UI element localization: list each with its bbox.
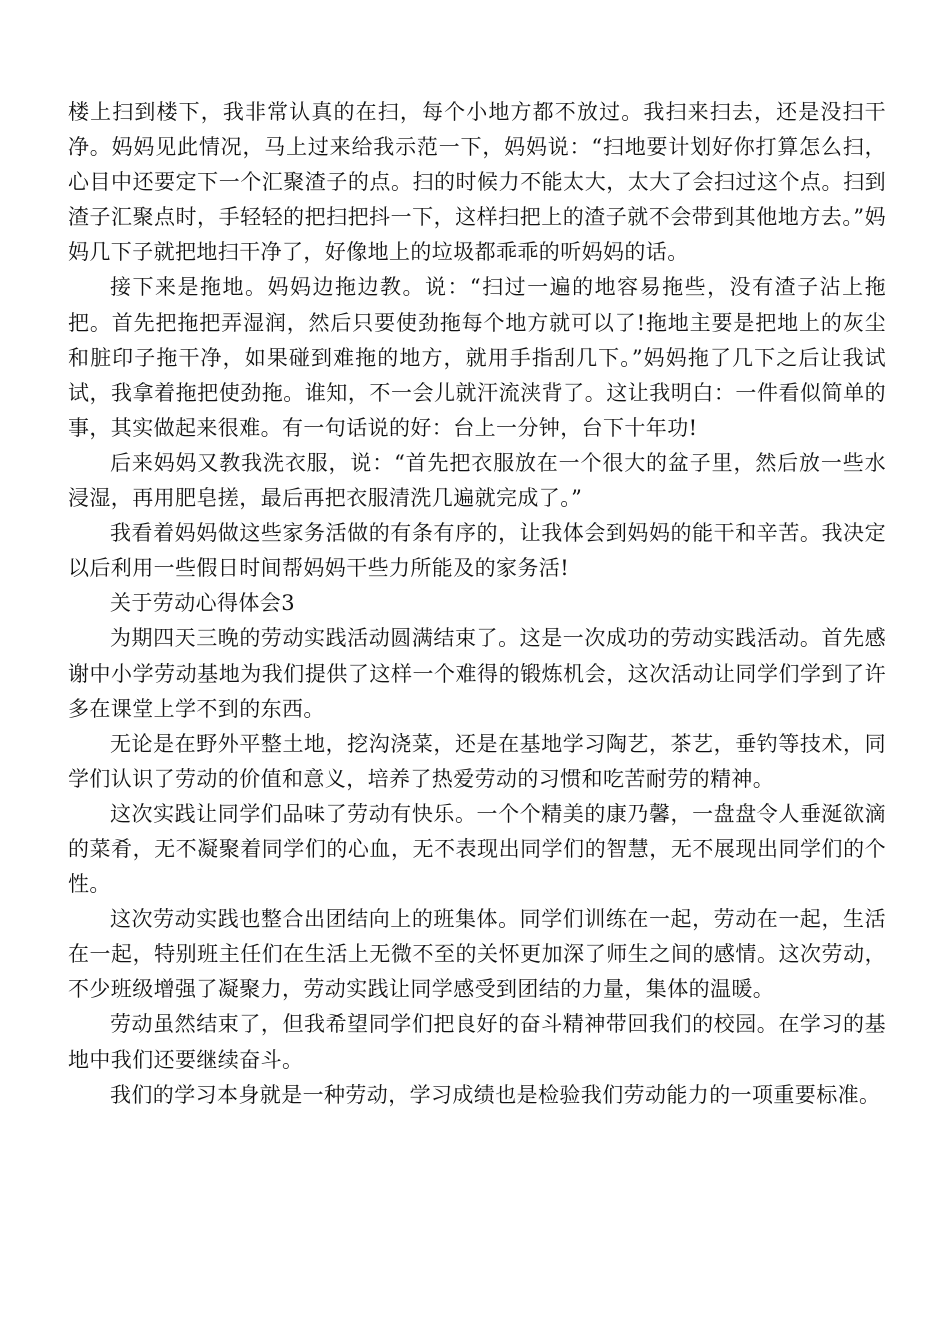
paragraph-laundry: 后来妈妈又教我洗衣服，说：“首先把衣服放在一个很大的盆子里，然后放一些水浸湿，再用肥皂搓，最后再把衣服清洗几遍就完成了。” [68, 450, 886, 511]
paragraph-activity-spirit: 劳动虽然结束了，但我希望同学们把良好的奋斗精神带回我们的校园。在学习的基地中我们还要继续奋斗。 [68, 1012, 886, 1072]
paragraph-conclusion: 我看着妈妈做这些家务活做的有条有序的，让我体会到妈妈的能干和辛苦。我决定以后利用一些假日时间帮妈妈干些力所能及的家务活! [68, 521, 886, 581]
paragraph-activity-unity: 这次劳动实践也整合出团结向上的班集体。同学们训练在一起，劳动在一起，生活在一起，特别班主任们在生活上无微不至的关怀更加深了师生之间的感情。这次劳动，不少班级增强了凝聚力，劳动实践让同学感受到团结的力量，集体的温暖。 [68, 907, 886, 1002]
paragraph-activity-summary: 为期四天三晚的劳动实践活动圆满结束了。这是一次成功的劳动实践活动。首先感谢中小学劳动基地为我们提供了这样一个难得的锻炼机会，这次活动让同学们学到了许多在课堂上学不到的东西。 [68, 626, 886, 721]
paragraph-activity-study: 我们的学习本身就是一种劳动，学习成绩也是检验我们劳动能力的一项重要标准。 [110, 1082, 881, 1107]
document-page [68, 95, 886, 1113]
paragraph-mopping: 接下来是拖地。妈妈边拖边教。说：“扫过一遍的地容易拖些，没有渣子沾上拖把。首先把拖把弄湿润，然后只要使劲拖每个地方就可以了!拖地主要是把地上的灰尘和脏印子拖干净，如果碰到难拖的地方，就用手指刮几下。”妈妈拖了几下之后让我试试，我拿着拖把使劲拖。谁知，不一会儿就汗流浃背了。这让我明白：一件看似简单的事，其实做起来很难。有一句话说的好：台上一分钟，台下十年功! [68, 275, 886, 440]
paragraph-continued-sweeping: 楼上扫到楼下，我非常认真的在扫，每个小地方都不放过。我扫来扫去，还是没扫干净。妈妈见此情况，马上过来给我示范一下，妈妈说：“扫地要计划好你打算怎么扫，心目中还要定下一个汇聚渣子的点。扫的时候力不能太大，太大了会扫过这个点。扫到渣子汇聚点时，手轻轻的把扫把抖一下，这样扫把上的渣子就不会带到其他地方去。”妈妈几下子就把地扫干净了，好像地上的垃圾都乖乖的听妈妈的话。 [68, 100, 886, 265]
paragraph-activity-joy: 这次实践让同学们品味了劳动有快乐。一个个精美的康乃馨，一盘盘令人垂涎欲滴的菜肴，无不凝聚着同学们的心血，无不表现出同学们的智慧，无不展现出同学们的个性。 [68, 801, 886, 897]
paragraph-activity-skills: 无论是在野外平整土地，挖沟浇菜，还是在基地学习陶艺，茶艺，垂钓等技术，同学们认识了劳动的价值和意义，培养了热爱劳动的习惯和吃苦耐劳的精神。 [68, 731, 886, 791]
section-title: 关于劳动心得体会3 [110, 591, 295, 616]
